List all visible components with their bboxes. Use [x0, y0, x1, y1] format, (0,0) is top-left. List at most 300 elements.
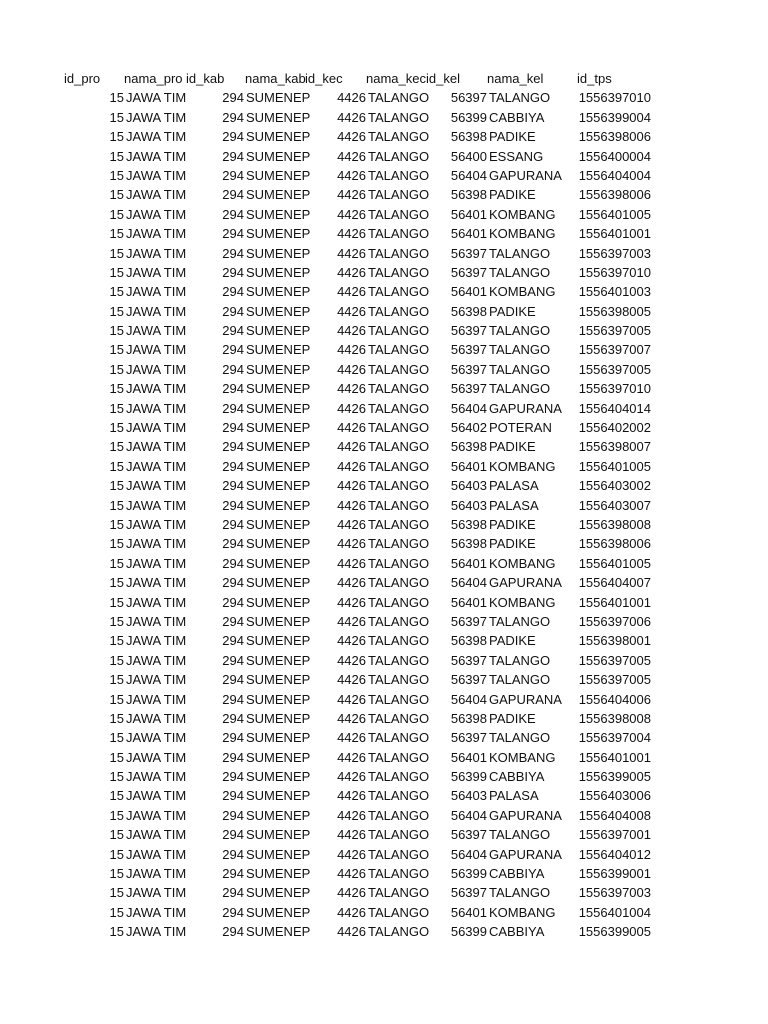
cell-id-pro: 15 [109, 109, 124, 125]
cell-nama-pro: JAWA TIM [126, 652, 187, 668]
cell-nama-kab: SUMENEP [246, 129, 311, 145]
table-row [0, 883, 768, 902]
cell-id-kab: 294 [222, 710, 244, 726]
table-row [0, 185, 768, 204]
table-row [0, 205, 768, 224]
cell-id-kec: 4426 [337, 497, 366, 513]
cell-id-tps: 1556398001 [578, 633, 651, 649]
cell-nama-kab: SUMENEP [246, 187, 311, 203]
cell-id-kec: 4426 [337, 575, 366, 591]
cell-nama-kec: TALANGO [368, 439, 430, 455]
cell-nama-pro: JAWA TIM [126, 555, 187, 571]
cell-nama-pro: JAWA TIM [126, 536, 187, 552]
cell-id-kab: 294 [222, 672, 244, 688]
cell-nama-pro: JAWA TIM [126, 575, 187, 591]
cell-id-kec: 4426 [337, 284, 366, 300]
cell-id-pro: 15 [109, 633, 124, 649]
cell-id-kab: 294 [222, 381, 244, 397]
cell-nama-kec: TALANGO [368, 497, 430, 513]
cell-id-tps: 1556404004 [578, 167, 651, 183]
cell-id-tps: 1556402002 [578, 420, 651, 436]
table-row [0, 728, 768, 747]
cell-id-kel: 56404 [450, 807, 487, 823]
cell-id-kab: 294 [222, 420, 244, 436]
cell-nama-pro: JAWA TIM [126, 769, 187, 785]
cell-nama-kec: TALANGO [368, 303, 430, 319]
cell-nama-kec: TALANGO [368, 672, 430, 688]
cell-nama-kab: SUMENEP [246, 420, 311, 436]
cell-nama-kab: SUMENEP [246, 807, 311, 823]
cell-id-kel: 56404 [450, 575, 487, 591]
cell-nama-kel: PALASA [489, 497, 539, 513]
cell-nama-kec: TALANGO [368, 478, 430, 494]
cell-nama-kel: PADIKE [489, 516, 536, 532]
cell-id-kab: 294 [222, 226, 244, 242]
cell-id-kel: 56404 [450, 167, 487, 183]
cell-id-tps: 1556401003 [578, 284, 651, 300]
cell-nama-kel: KOMBANG [489, 904, 556, 920]
cell-nama-kec: TALANGO [368, 633, 430, 649]
cell-id-kel: 56397 [450, 361, 487, 377]
cell-nama-kec: TALANGO [368, 613, 430, 629]
cell-nama-kel: TALANGO [489, 323, 551, 339]
cell-id-tps: 1556403007 [578, 497, 651, 513]
cell-nama-pro: JAWA TIM [126, 885, 187, 901]
cell-id-kab: 294 [222, 827, 244, 843]
cell-id-pro: 15 [109, 885, 124, 901]
cell-nama-kab: SUMENEP [246, 633, 311, 649]
cell-id-kec: 4426 [337, 691, 366, 707]
cell-id-tps: 1556398005 [578, 303, 651, 319]
cell-nama-kab: SUMENEP [246, 613, 311, 629]
cell-nama-kab: SUMENEP [246, 264, 311, 280]
cell-id-tps: 1556399005 [578, 924, 651, 940]
cell-id-pro: 15 [109, 245, 124, 261]
cell-nama-kel: KOMBANG [489, 594, 556, 610]
cell-nama-kel: PADIKE [489, 439, 536, 455]
cell-id-kel: 56397 [450, 264, 487, 280]
table-row [0, 244, 768, 263]
cell-id-tps: 1556398006 [578, 187, 651, 203]
cell-nama-kel: TALANGO [489, 652, 551, 668]
cell-id-tps: 1556397005 [578, 672, 651, 688]
cell-id-kab: 294 [222, 904, 244, 920]
cell-id-kel: 56398 [450, 536, 487, 552]
cell-nama-kel: TALANGO [489, 613, 551, 629]
cell-nama-kec: TALANGO [368, 516, 430, 532]
table-row [0, 825, 768, 844]
cell-nama-pro: JAWA TIM [126, 342, 187, 358]
cell-nama-kec: TALANGO [368, 206, 430, 222]
table-row [0, 651, 768, 670]
cell-id-kel: 56400 [450, 148, 487, 164]
cell-id-kel: 56397 [450, 381, 487, 397]
cell-id-tps: 1556401001 [578, 226, 651, 242]
cell-nama-kec: TALANGO [368, 904, 430, 920]
cell-nama-kab: SUMENEP [246, 206, 311, 222]
cell-id-tps: 1556404006 [578, 691, 651, 707]
cell-nama-kel: TALANGO [489, 361, 551, 377]
cell-nama-pro: JAWA TIM [126, 458, 187, 474]
cell-nama-kec: TALANGO [368, 924, 430, 940]
cell-id-kec: 4426 [337, 206, 366, 222]
cell-nama-pro: JAWA TIM [126, 866, 187, 882]
cell-id-kab: 294 [222, 613, 244, 629]
cell-id-kel: 56399 [450, 769, 487, 785]
cell-nama-kel: PALASA [489, 478, 539, 494]
cell-nama-kec: TALANGO [368, 594, 430, 610]
cell-id-pro: 15 [109, 381, 124, 397]
cell-id-kec: 4426 [337, 381, 366, 397]
cell-nama-kab: SUMENEP [246, 691, 311, 707]
cell-nama-kel: PADIKE [489, 710, 536, 726]
cell-nama-kab: SUMENEP [246, 924, 311, 940]
cell-nama-pro: JAWA TIM [126, 710, 187, 726]
cell-id-kec: 4426 [337, 672, 366, 688]
cell-id-tps: 1556398008 [578, 516, 651, 532]
cell-id-kab: 294 [222, 361, 244, 377]
cell-nama-pro: JAWA TIM [126, 245, 187, 261]
cell-id-kec: 4426 [337, 807, 366, 823]
cell-id-kel: 56397 [450, 885, 487, 901]
cell-id-tps: 1556398006 [578, 129, 651, 145]
cell-id-kab: 294 [222, 478, 244, 494]
cell-id-pro: 15 [109, 613, 124, 629]
cell-nama-kab: SUMENEP [246, 904, 311, 920]
cell-id-tps: 1556397005 [578, 361, 651, 377]
cell-id-tps: 1556404012 [578, 846, 651, 862]
table-row [0, 709, 768, 728]
cell-nama-kab: SUMENEP [246, 555, 311, 571]
cell-nama-kab: SUMENEP [246, 749, 311, 765]
cell-id-kel: 56404 [450, 846, 487, 862]
cell-nama-kel: TALANGO [489, 245, 551, 261]
cell-nama-kel: GAPURANA [489, 846, 562, 862]
cell-id-kel: 56401 [450, 904, 487, 920]
cell-nama-kec: TALANGO [368, 361, 430, 377]
cell-nama-pro: JAWA TIM [126, 439, 187, 455]
cell-id-kab: 294 [222, 264, 244, 280]
cell-nama-kab: SUMENEP [246, 652, 311, 668]
table-row [0, 418, 768, 437]
header-nama-pro: nama_pro [124, 71, 183, 86]
cell-nama-kec: TALANGO [368, 381, 430, 397]
table-row [0, 437, 768, 456]
cell-id-kab: 294 [222, 885, 244, 901]
cell-nama-pro: JAWA TIM [126, 167, 187, 183]
cell-id-kec: 4426 [337, 633, 366, 649]
cell-nama-kec: TALANGO [368, 400, 430, 416]
cell-nama-kab: SUMENEP [246, 90, 311, 106]
cell-id-kec: 4426 [337, 439, 366, 455]
cell-id-tps: 1556397003 [578, 245, 651, 261]
table-row [0, 360, 768, 379]
table-body [0, 88, 768, 941]
cell-nama-kab: SUMENEP [246, 342, 311, 358]
cell-id-kec: 4426 [337, 420, 366, 436]
table-row [0, 864, 768, 883]
cell-nama-pro: JAWA TIM [126, 381, 187, 397]
cell-id-kel: 56401 [450, 458, 487, 474]
cell-id-tps: 1556397010 [578, 381, 651, 397]
cell-nama-pro: JAWA TIM [126, 129, 187, 145]
cell-id-kel: 56401 [450, 226, 487, 242]
cell-nama-kab: SUMENEP [246, 885, 311, 901]
cell-nama-kab: SUMENEP [246, 439, 311, 455]
cell-id-kec: 4426 [337, 613, 366, 629]
cell-id-kel: 56401 [450, 284, 487, 300]
cell-id-tps: 1556397006 [578, 613, 651, 629]
cell-id-kec: 4426 [337, 536, 366, 552]
cell-id-tps: 1556399005 [578, 769, 651, 785]
cell-id-kel: 56399 [450, 109, 487, 125]
cell-nama-kec: TALANGO [368, 788, 430, 804]
cell-id-pro: 15 [109, 458, 124, 474]
cell-id-tps: 1556401001 [578, 594, 651, 610]
cell-id-kab: 294 [222, 342, 244, 358]
cell-id-kab: 294 [222, 749, 244, 765]
cell-id-kab: 294 [222, 284, 244, 300]
cell-nama-kel: PADIKE [489, 187, 536, 203]
cell-id-pro: 15 [109, 924, 124, 940]
cell-nama-pro: JAWA TIM [126, 691, 187, 707]
table-row [0, 515, 768, 534]
table-row [0, 127, 768, 146]
cell-id-tps: 1556404014 [578, 400, 651, 416]
cell-nama-pro: JAWA TIM [126, 904, 187, 920]
cell-nama-kab: SUMENEP [246, 730, 311, 746]
cell-nama-kec: TALANGO [368, 846, 430, 862]
cell-id-kec: 4426 [337, 90, 366, 106]
cell-id-kel: 56397 [450, 652, 487, 668]
cell-id-pro: 15 [109, 866, 124, 882]
cell-id-pro: 15 [109, 652, 124, 668]
cell-nama-kab: SUMENEP [246, 361, 311, 377]
table-row [0, 845, 768, 864]
cell-nama-pro: JAWA TIM [126, 516, 187, 532]
table-row [0, 147, 768, 166]
cell-nama-kel: CABBIYA [489, 866, 545, 882]
cell-id-pro: 15 [109, 323, 124, 339]
table-row [0, 573, 768, 592]
spreadsheet-table [0, 69, 768, 942]
cell-id-kec: 4426 [337, 361, 366, 377]
header-nama-kec: nama_kec [366, 71, 426, 86]
cell-id-kab: 294 [222, 594, 244, 610]
cell-id-pro: 15 [109, 439, 124, 455]
table-row [0, 496, 768, 515]
cell-nama-kab: SUMENEP [246, 769, 311, 785]
cell-nama-kec: TALANGO [368, 284, 430, 300]
cell-nama-kab: SUMENEP [246, 516, 311, 532]
cell-id-pro: 15 [109, 361, 124, 377]
table-row [0, 108, 768, 127]
cell-id-kab: 294 [222, 633, 244, 649]
cell-nama-pro: JAWA TIM [126, 148, 187, 164]
cell-nama-kel: TALANGO [489, 342, 551, 358]
cell-nama-pro: JAWA TIM [126, 187, 187, 203]
cell-id-pro: 15 [109, 846, 124, 862]
cell-id-kec: 4426 [337, 846, 366, 862]
cell-nama-kec: TALANGO [368, 691, 430, 707]
cell-nama-kel: GAPURANA [489, 807, 562, 823]
cell-nama-kab: SUMENEP [246, 226, 311, 242]
cell-id-tps: 1556397005 [578, 323, 651, 339]
cell-nama-kel: KOMBANG [489, 206, 556, 222]
cell-nama-kab: SUMENEP [246, 672, 311, 688]
cell-id-kel: 56397 [450, 342, 487, 358]
cell-id-pro: 15 [109, 769, 124, 785]
cell-nama-kec: TALANGO [368, 575, 430, 591]
cell-nama-kab: SUMENEP [246, 846, 311, 862]
cell-id-kab: 294 [222, 730, 244, 746]
cell-id-kel: 56399 [450, 866, 487, 882]
cell-id-kab: 294 [222, 90, 244, 106]
cell-id-tps: 1556401004 [578, 904, 651, 920]
cell-nama-kab: SUMENEP [246, 245, 311, 261]
cell-nama-pro: JAWA TIM [126, 264, 187, 280]
cell-nama-kab: SUMENEP [246, 710, 311, 726]
cell-id-kel: 56397 [450, 90, 487, 106]
cell-nama-kec: TALANGO [368, 807, 430, 823]
cell-nama-pro: JAWA TIM [126, 420, 187, 436]
cell-nama-kel: TALANGO [489, 90, 551, 106]
cell-nama-kec: TALANGO [368, 109, 430, 125]
cell-nama-pro: JAWA TIM [126, 497, 187, 513]
cell-id-kec: 4426 [337, 264, 366, 280]
cell-id-kab: 294 [222, 303, 244, 319]
table-row [0, 263, 768, 282]
cell-id-kab: 294 [222, 866, 244, 882]
cell-id-kab: 294 [222, 769, 244, 785]
cell-id-pro: 15 [109, 303, 124, 319]
cell-nama-kab: SUMENEP [246, 458, 311, 474]
cell-nama-kab: SUMENEP [246, 323, 311, 339]
cell-id-kel: 56399 [450, 924, 487, 940]
table-row [0, 922, 768, 941]
cell-id-kec: 4426 [337, 167, 366, 183]
cell-nama-kec: TALANGO [368, 769, 430, 785]
cell-nama-kel: CABBIYA [489, 769, 545, 785]
cell-id-tps: 1556401001 [578, 749, 651, 765]
cell-id-kec: 4426 [337, 730, 366, 746]
cell-nama-pro: JAWA TIM [126, 226, 187, 242]
cell-id-kec: 4426 [337, 148, 366, 164]
table-row [0, 302, 768, 321]
cell-id-tps: 1556401005 [578, 555, 651, 571]
cell-id-kab: 294 [222, 187, 244, 203]
cell-id-kab: 294 [222, 323, 244, 339]
cell-id-pro: 15 [109, 167, 124, 183]
cell-nama-kec: TALANGO [368, 342, 430, 358]
cell-nama-pro: JAWA TIM [126, 90, 187, 106]
cell-id-pro: 15 [109, 90, 124, 106]
table-row [0, 534, 768, 553]
cell-id-kab: 294 [222, 807, 244, 823]
cell-nama-kel: TALANGO [489, 730, 551, 746]
cell-nama-kec: TALANGO [368, 730, 430, 746]
cell-nama-pro: JAWA TIM [126, 323, 187, 339]
cell-nama-pro: JAWA TIM [126, 303, 187, 319]
cell-nama-kab: SUMENEP [246, 478, 311, 494]
cell-id-kel: 56397 [450, 245, 487, 261]
cell-id-kab: 294 [222, 245, 244, 261]
cell-id-pro: 15 [109, 420, 124, 436]
cell-nama-pro: JAWA TIM [126, 400, 187, 416]
cell-nama-pro: JAWA TIM [126, 672, 187, 688]
header-id-tps: id_tps [577, 71, 612, 86]
cell-id-tps: 1556404007 [578, 575, 651, 591]
cell-id-kab: 294 [222, 400, 244, 416]
header-nama-kab: nama_kab [245, 71, 306, 86]
cell-id-kec: 4426 [337, 187, 366, 203]
cell-id-kec: 4426 [337, 652, 366, 668]
cell-nama-kab: SUMENEP [246, 827, 311, 843]
cell-nama-pro: JAWA TIM [126, 613, 187, 629]
cell-id-pro: 15 [109, 342, 124, 358]
table-row [0, 166, 768, 185]
cell-nama-kec: TALANGO [368, 226, 430, 242]
cell-nama-pro: JAWA TIM [126, 807, 187, 823]
cell-id-kel: 56397 [450, 613, 487, 629]
table-row [0, 379, 768, 398]
cell-id-kel: 56398 [450, 633, 487, 649]
cell-nama-pro: JAWA TIM [126, 361, 187, 377]
cell-id-pro: 15 [109, 478, 124, 494]
cell-id-kel: 56398 [450, 439, 487, 455]
header-nama-kel: nama_kel [487, 71, 544, 86]
cell-id-kec: 4426 [337, 594, 366, 610]
cell-id-kec: 4426 [337, 516, 366, 532]
table-row [0, 399, 768, 418]
cell-nama-kel: CABBIYA [489, 924, 545, 940]
cell-id-kec: 4426 [337, 109, 366, 125]
cell-id-kab: 294 [222, 788, 244, 804]
cell-nama-kec: TALANGO [368, 652, 430, 668]
cell-id-kel: 56397 [450, 730, 487, 746]
cell-id-kab: 294 [222, 129, 244, 145]
cell-id-tps: 1556401005 [578, 206, 651, 222]
cell-nama-kel: TALANGO [489, 672, 551, 688]
cell-id-pro: 15 [109, 555, 124, 571]
cell-id-tps: 1556397001 [578, 827, 651, 843]
cell-id-tps: 1556399001 [578, 866, 651, 882]
header-id-kab: id_kab [186, 71, 225, 86]
header-row [0, 69, 768, 88]
cell-id-kec: 4426 [337, 924, 366, 940]
cell-id-tps: 1556400004 [578, 148, 651, 164]
cell-id-kec: 4426 [337, 478, 366, 494]
cell-nama-kel: GAPURANA [489, 167, 562, 183]
cell-nama-pro: JAWA TIM [126, 109, 187, 125]
cell-nama-kec: TALANGO [368, 167, 430, 183]
cell-id-tps: 1556397003 [578, 885, 651, 901]
cell-nama-kel: TALANGO [489, 827, 551, 843]
table-row [0, 786, 768, 805]
cell-id-tps: 1556399004 [578, 109, 651, 125]
table-row [0, 748, 768, 767]
cell-id-kab: 294 [222, 575, 244, 591]
cell-nama-kel: TALANGO [489, 381, 551, 397]
cell-nama-pro: JAWA TIM [126, 749, 187, 765]
cell-id-pro: 15 [109, 264, 124, 280]
cell-id-kel: 56398 [450, 303, 487, 319]
cell-id-kab: 294 [222, 924, 244, 940]
cell-id-kab: 294 [222, 846, 244, 862]
table-row [0, 806, 768, 825]
cell-nama-kec: TALANGO [368, 264, 430, 280]
cell-nama-kab: SUMENEP [246, 167, 311, 183]
